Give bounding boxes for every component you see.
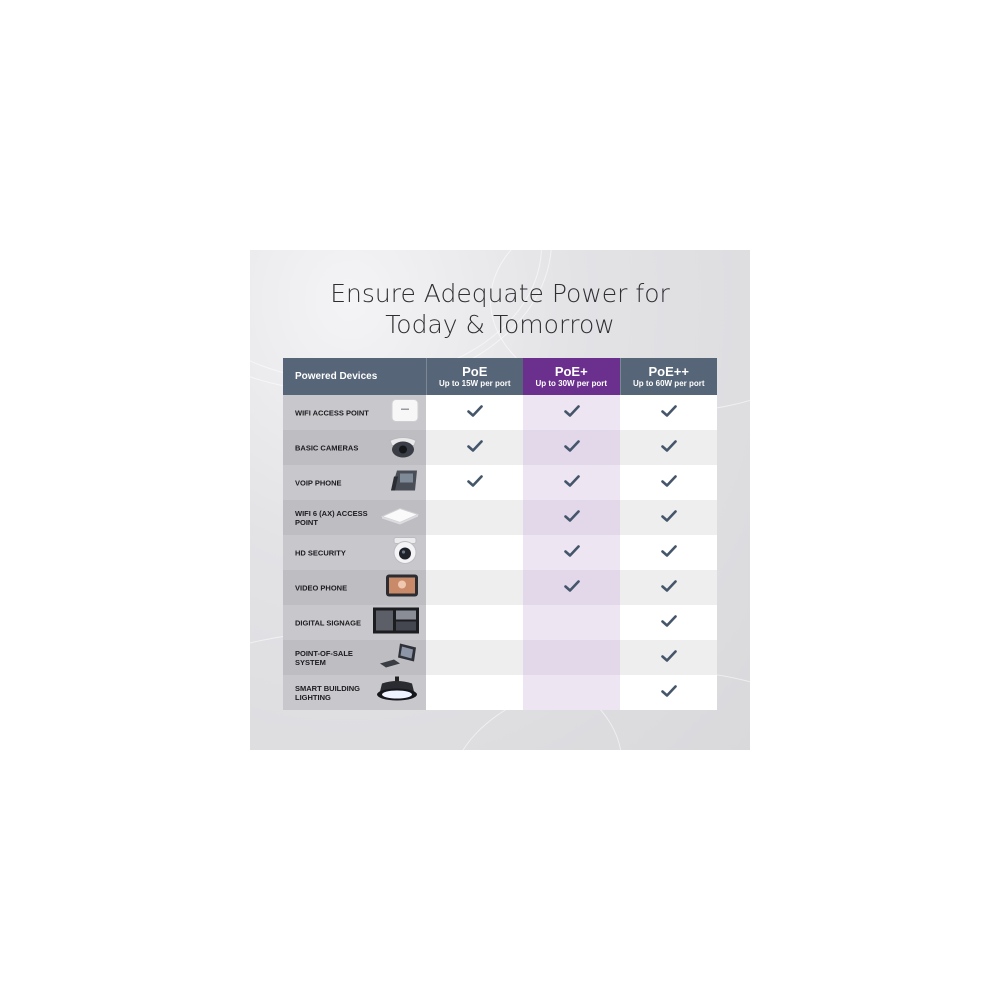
poe-check-cell — [426, 465, 523, 500]
poe-plus-check-cell — [523, 640, 620, 675]
table-header-row — [283, 358, 717, 395]
device-cell — [283, 570, 426, 605]
poe-plus-plus-check-cell — [620, 500, 717, 535]
checkmark-icon — [661, 509, 677, 527]
table-row — [283, 465, 717, 500]
wifi6-access-point-icon — [380, 504, 420, 531]
device-cell — [283, 465, 426, 500]
device-label: VOIP PHONE — [295, 478, 342, 487]
device-cell — [283, 430, 426, 465]
dome-camera-icon — [386, 432, 420, 463]
poe-plus-check-cell — [523, 500, 620, 535]
header-poe-plus-name: PoE+ — [554, 363, 588, 379]
digital-signage-icon — [372, 605, 420, 640]
voip-phone-icon — [388, 466, 420, 499]
poe-check-cell — [426, 395, 523, 430]
poe-plus-plus-check-cell — [620, 395, 717, 430]
title-line-2: Today & Tomorrow — [385, 310, 615, 339]
checkmark-icon — [467, 404, 483, 422]
table-row — [283, 605, 717, 640]
poe-plus-check-cell — [523, 395, 620, 430]
checkmark-icon — [564, 439, 580, 457]
checkmark-icon — [661, 614, 677, 632]
wifi-access-point-icon — [390, 397, 420, 428]
poe-check-cell — [426, 500, 523, 535]
poe-plus-plus-check-cell — [620, 605, 717, 640]
poe-plus-check-cell — [523, 570, 620, 605]
device-cell — [283, 395, 426, 430]
table-row — [283, 640, 717, 675]
device-label: POINT-OF-SALE SYSTEM — [295, 648, 353, 667]
device-cell — [283, 605, 426, 640]
device-label: DIGITAL SIGNAGE — [295, 618, 361, 627]
device-cell — [283, 535, 426, 570]
poe-check-cell — [426, 605, 523, 640]
checkmark-icon — [661, 544, 677, 562]
checkmark-icon — [467, 439, 483, 457]
poe-plus-plus-check-cell — [620, 640, 717, 675]
device-cell — [283, 500, 426, 535]
poe-comparison-table — [283, 358, 717, 710]
poe-check-cell — [426, 640, 523, 675]
poe-plus-check-cell — [523, 605, 620, 640]
header-poe-plus-plus-name: PoE++ — [648, 363, 689, 379]
device-label: WIFI 6 (AX) ACCESS POINT — [295, 508, 368, 527]
table-row — [283, 395, 717, 430]
checkmark-icon — [661, 649, 677, 667]
device-cell — [283, 640, 426, 675]
checkmark-icon — [467, 474, 483, 492]
table-row — [283, 570, 717, 605]
checkmark-icon — [661, 439, 677, 457]
checkmark-icon — [564, 404, 580, 422]
header-poe-plus-sub: Up to 30W per port — [535, 378, 608, 388]
poe-plus-check-cell — [523, 465, 620, 500]
poe-plus-plus-check-cell — [620, 535, 717, 570]
poe-check-cell — [426, 675, 523, 710]
header-poe-name: PoE — [462, 363, 488, 379]
high-bay-light-icon — [374, 675, 420, 710]
poe-plus-check-cell — [523, 430, 620, 465]
comparison-panel — [250, 250, 750, 750]
checkmark-icon — [661, 684, 677, 702]
poe-check-cell — [426, 570, 523, 605]
checkmark-icon — [564, 509, 580, 527]
checkmark-icon — [661, 579, 677, 597]
header-poe-plus-plus — [620, 358, 717, 395]
table-row — [283, 500, 717, 535]
table-row — [283, 675, 717, 710]
checkmark-icon — [564, 579, 580, 597]
poe-plus-plus-check-cell — [620, 465, 717, 500]
device-label: WIFI ACCESS POINT — [295, 408, 369, 417]
checkmark-icon — [661, 404, 677, 422]
poe-plus-check-cell — [523, 535, 620, 570]
device-label: BASIC CAMERAS — [295, 443, 359, 452]
checkmark-icon — [661, 474, 677, 492]
title-line-1: Ensure Adequate Power for — [330, 279, 670, 308]
header-powered-devices: Powered Devices — [283, 358, 426, 395]
poe-plus-check-cell — [523, 675, 620, 710]
video-phone-icon — [384, 572, 420, 603]
pos-terminal-icon — [378, 641, 420, 674]
checkmark-icon — [564, 544, 580, 562]
poe-check-cell — [426, 535, 523, 570]
poe-plus-plus-check-cell — [620, 675, 717, 710]
table-row — [283, 430, 717, 465]
security-camera-icon — [390, 535, 420, 570]
table-row — [283, 535, 717, 570]
header-poe-plus-plus-sub: Up to 60W per port — [632, 378, 705, 388]
device-label: VIDEO PHONE — [295, 583, 348, 592]
checkmark-icon — [564, 474, 580, 492]
header-poe-plus — [523, 358, 620, 395]
page-title — [250, 278, 750, 340]
poe-plus-plus-check-cell — [620, 430, 717, 465]
device-label: HD SECURITY — [295, 548, 346, 557]
poe-check-cell — [426, 430, 523, 465]
header-poe — [426, 358, 523, 395]
poe-plus-plus-check-cell — [620, 570, 717, 605]
device-cell — [283, 675, 426, 710]
header-poe-sub: Up to 15W per port — [438, 378, 511, 388]
device-label: SMART BUILDING LIGHTING — [295, 683, 360, 702]
